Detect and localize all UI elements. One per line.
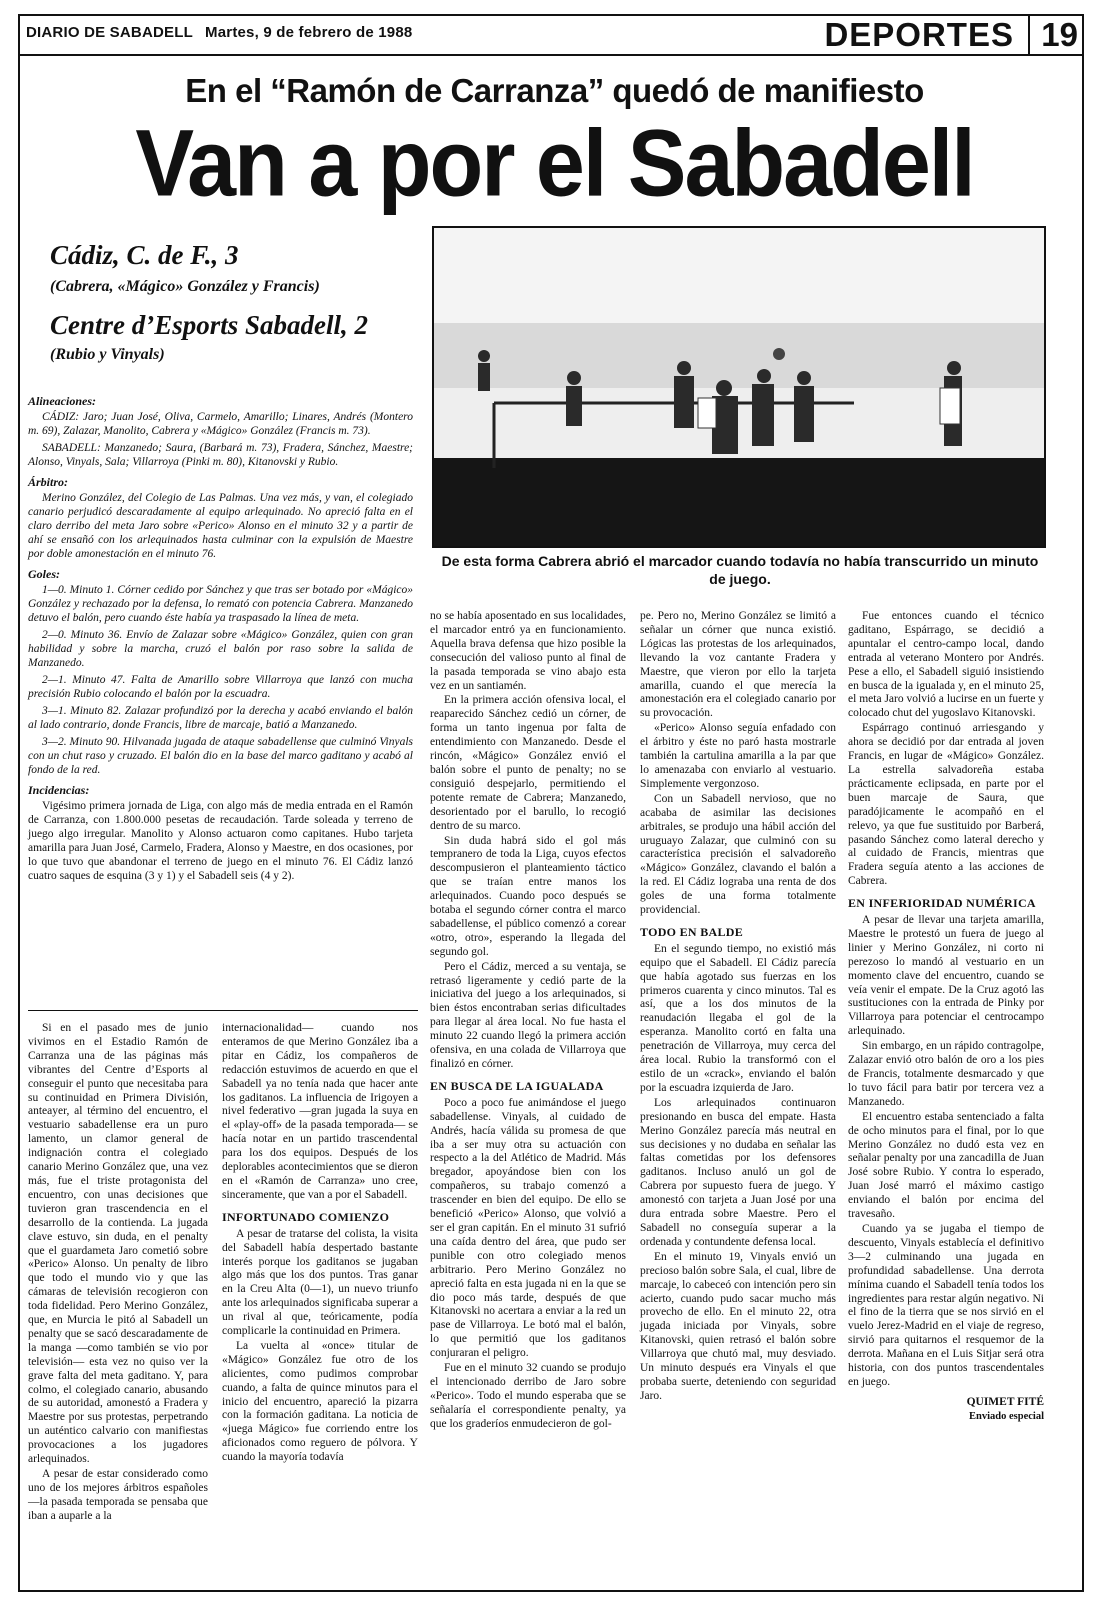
paragraph: Los arlequinados continuaron presionando en busca del empate. Hasta Merino González parecía más neutral en sus decisiones y no dudaba en señalar las faltas cometidas por los defensores gaditanos. Incluso anuló un gol de Cabrera por supuesto fuera de juego. Y amonestó con tarjeta a Juan José por una dura entrada sobre Maestre. Pero el Sabadell no conseguía superar a la ordenada y contundente defensa local. — [640, 1096, 836, 1248]
match-sheet — [28, 388, 413, 886]
paragraph: «Perico» Alonso seguía enfadado con el árbitro y éste no paró hasta mostrarle también la cartulina amarilla a la par que lo amenazaba con enviarlo al vestuario. Simplemente vergonzoso. — [640, 722, 836, 790]
masthead-divider — [1028, 14, 1030, 54]
paragraph: En la primera acción ofensiva local, el reaparecido Sánchez cedió un córner, de forma un tanto ingenua por falta de entendimiento con Manzanedo. Desde el rincón, «Mágico» González envió el balón sobre el punto de penalty; no se consiguió despejarlo, permitiendo el potente remate de Cabrera; Manzanedo, desorientado por el barullo, lo recogió dentro de su marco. — [430, 694, 626, 832]
team2-scorers: (Rubio y Vinyals) — [50, 346, 165, 363]
goal-entry: 1—0. Minuto 1. Córner cedido por Sánchez y que tras ser botado por «Mágico» González y rechazado por la defensa, lo remató con potencia Cabrera. Manzanedo detuvo el balón, pero cuando éste había ya traspasado la línea de meta. — [28, 584, 413, 624]
article-column-4 — [640, 610, 836, 1405]
incidents-heading: Incidencias: — [28, 783, 90, 797]
author-role: Enviado especial — [969, 1410, 1044, 1422]
lineup-cadiz: CÁDIZ: Jaro; Juan José, Oliva, Carmelo, Amarillo; Linares, Andrés (Montero m. 69), Zalazar, Manolito, Cabrera y «Mágico» González (Francis m. 73). — [28, 411, 413, 437]
goals-heading: Goles: — [28, 567, 60, 581]
paragraph: En el segundo tiempo, no existió más equipo que el Sabadell. El Cádiz parecía que había agotado sus fuerzas en los primeros cuarenta y cinco minutos. Tal es así, que a los dos minutos de la reanudación llegaba el gol de la esperanza. Manolito cortó en falta una penetración de Villarroya, muy cerca del área local. Rubio la transformó con el estilo de un «crack», enviando el balón por la escuadra izquierda de Jaro. — [640, 942, 836, 1094]
paragraph: La vuelta al «once» titular de «Mágico» González fue otro de los alicientes, como pudimos comprobar cuando, a falta de quince minutos para el inicio del encuentro, apareció la pizarra con la formación gaditana. La noticia de «juega Mágico» fue corriendo entre los aficionados como reguero de pólvora. Y cuando la mayoría todavía — [222, 1339, 418, 1464]
section-name: DEPORTES — [824, 16, 1014, 53]
paragraph: no se había aposentado en sus localidades, el marcador entró ya en funcionamiento. Aquella brava defensa que hizo posible la consecución del valioso punto al final de la pasada temporada se vino abajo esta vez en un santiamén. — [430, 610, 626, 692]
article-column-2 — [222, 1022, 418, 1466]
kicker: En el “Ramón de Carranza” quedó de manifiesto — [185, 72, 924, 109]
team2-score: Centre d’Esports Sabadell, 2 — [50, 310, 369, 340]
paragraph: Pero el Cádiz, merced a su ventaja, se retrasó ligeramente y cedió parte de la iniciativa del juego a los arlequinados, si bien éstos encontraban serias dificultades para llegar al área local. No fue hasta el minuto 22 cuando llegó la primera acción ofensiva, en una colada de Villarroya que finalizó en córner. — [430, 960, 626, 1070]
article-column-3 — [430, 610, 626, 1433]
subheading-igualada: EN BUSCA DE LA IGUALADA — [430, 1078, 604, 1093]
masthead — [18, 14, 1084, 56]
photo-caption: De esta forma Cabrera abrió el marcador cuando todavía no había transcurrido un minuto de juego. — [441, 553, 1039, 587]
article-column-5 — [848, 610, 1044, 1424]
author-name: QUIMET FITÉ — [966, 1395, 1044, 1408]
referee-heading: Árbitro: — [28, 475, 69, 489]
lineup-sabadell: SABADELL: Manzanedo; Saura, (Barbará m. 73), Fradera, Sánchez, Maestre; Alonso, Vinyals, Sala; Villarroya (Pinki m. 80), Kitanovski y Rubio. — [28, 442, 413, 468]
subheading-inferioridad: EN INFERIORIDAD NUMÉRICA — [848, 896, 1036, 911]
page-number: 19 — [1041, 16, 1078, 53]
subheading-infortunado: INFORTUNADO COMIENZO — [222, 1209, 390, 1224]
goal-entry: 2—1. Minuto 47. Falta de Amarillo sobre Villarroya que lanzó con mucha precisión Rubio colocando el balón por la escuadra. — [28, 674, 413, 700]
paragraph: El encuentro estaba sentenciado a falta de ocho minutos para el final, por lo que Merino González no dudó esta vez en señalar penalty por una zancadilla de Juan José sobre Rubio. Y contra lo esperado, Juan José marró el máximo castigo enviando el balón por encima del travesaño. — [848, 1110, 1044, 1221]
paper-name: DIARIO DE SABADELL — [26, 24, 193, 41]
lineups-heading: Alineaciones: — [28, 394, 96, 408]
team1-scorers: (Cabrera, «Mágico» González y Francis) — [50, 278, 320, 295]
paragraph: Poco a poco fue animándose el juego sabadellense. Vinyals, al cuidado de Andrés, hacía válida su promesa de que iba a ser muy otra su actuación con respecto a la del Atlético de Madrid. Más bregador, apoyándose bien con los compañeros, su trabajo comenzó a trascender en bien del equipo. De ello se benefició «Perico» Alonso, que volvió a ser el gran capitán. En el minuto 31 sufrió una caída dentro del área, que pudo ser punible con otro colegiado menos arbitrario. Pero Merino González no apreció falta en esta jugada ni en la que se dio poco más tarde, después de que Kitanovski no acertara a enviar a la red un pase de Villarroya. Le botó mal el balón, lo que permitió que los gaditanos conjuraran el peligro. — [430, 1096, 626, 1360]
paragraph: A pesar de estar considerado como uno de los mejores árbitros españoles —la pasada temporada se pensaba que iban a auparle a la — [28, 1468, 208, 1522]
paragraph: pe. Pero no, Merino González se limitó a señalar un córner que nunca existió. Lógicas las protestas de los arlequinados, llevando la voz cantante Fradera y Maestre, que vieron por ello la tarjeta amarilla, cuando el que merecía la amonestación era el colegiado canario por su provocación. — [640, 610, 836, 720]
paragraph: Si en el pasado mes de junio vivimos en el Estadio Ramón de Carranza una de las páginas más vibrantes del Centre d’Esports al conseguir el punto que necesitaba para su continuidad en Primera División, anteayer, al término del encuentro, el vestuario sabadellense era un puro lamento, un clamor general de indignación contra el colegiado canario Merino González que, una vez más, fue el triste protagonista del encuentro, con unas decisiones que tuvieron gran trascendencia en el desarrollo de la contienda. La jugada clave estuvo, sin duda, en el penalty que el guardameta Jaro cometió sobre «Perico» Alonso. Un penalty de libro que todo el mundo vio y que las cámaras de televisión recogieron con toda fidelidad. Pero Merino González, que, en Murcia le pitó al Sabadell un penalty que se sacó descaradamente de la manga —como también se vio por televisión— esta vez no quiso ver la grave falta del meta gaditano. Y, para colmo, el colegiado canario, abusando de su autoridad, amonestó a Fradera y Maestre por sus protestas, perpetrando un auténtico calvario con manifiestas provocaciones a los jugadores arlequinados. — [28, 1022, 208, 1466]
paragraph: A pesar de tratarse del colista, la visita del Sabadell había despertado bastante interés porque los gaditanos se jugaban algo más que los dos puntos. Tras ganar en la Creu Alta (0—1), un nuevo triunfo ante los arlequinados significaba superar a un rival al que, teóricamente, podía complicarle la continuidad en Primera. — [222, 1227, 418, 1338]
issue-date: Martes, 9 de febrero de 1988 — [205, 24, 413, 41]
goal-entry: 2—0. Minuto 36. Envío de Zalazar sobre «Mágico» González, quien con gran habilidad y sobre la marcha, cruzó el balón por raso sobre la salida de Manzanedo. — [28, 629, 413, 669]
incidents-text: Vigésimo primera jornada de Liga, con algo más de media entrada en el Ramón de Carranza, con 1.800.000 pesetas de recaudación. Tarde soleada y terreno de juego algo irregular. Manolito y Alonso actuaron como capitanes. Hubo tarjeta amarilla para Juan José, Carmelo, Fradera, Alonso y Maestre, en dos ocasiones, por lo que tuvo que abandonar el terreno de juego en el minuto 76. El Cádiz lanzó cuatro saques de esquina (3 y 1) y el Sabadell seis (4 y 2). — [28, 800, 413, 882]
paragraph: Cuando ya se jugaba el tiempo de descuento, Vinyals establecía el definitivo 3—2 culminando una jugada en profundidad sabadellense. Una derrota mínima cuando el Sabadell tenía todos los ingredientes para restar algún negativo. Ni el fino de la tierra que se nos sirvió en el vuelo Jerez-Madrid en el viaje de regreso, sirvió para quitarnos el resquemor de la derrota. Mañana en el Luis Sitjar será otra historia, con dos puntos trascendentales en juego. — [848, 1222, 1044, 1388]
team1-score: Cádiz, C. de F., 3 — [50, 240, 239, 270]
headline: Van a por el Sabadell — [135, 109, 974, 216]
paragraph: A pesar de llevar una tarjeta amarilla, Maestre le protestó un fuera de juego al linier y Merino González, ni corto ni perezoso lo mandó al vestuario en un momento clave del encuentro, cuando se veía venir el empate. De la Cruz agotó las sustituciones con la entrada de Pinky por Villarroya para potenciar el centrocampo arlequinado. — [848, 914, 1044, 1038]
paragraph: En el minuto 19, Vinyals envió un precioso balón sobre Sala, el cual, libre de marcaje, lo cabeceó con intención pero sin acierto, cuando pudo sacar mucho más provecho de ello. En el minuto 22, otra jugada iniciada por Vinyals, sobre Kitanovski, quien retrasó el balón sobre Villarroya que chutó mal, muy desviado. Un minuto después era Vinyals el que probaba suerte, deteniendo con seguridad Jaro. — [640, 1250, 836, 1402]
paragraph: Fue en el minuto 32 cuando se produjo el intencionado derribo de Jaro sobre «Perico». Todo el mundo esperaba que se señalaría el correspondiente penalty, ya que los graderíos enmudecieron de gol- — [430, 1362, 626, 1430]
paragraph: Sin embargo, en un rápido contragolpe, Zalazar envió otro balón de oro a los pies de Francis, totalmente desmarcado y que lo tuvo fácil para batir por tercera vez a Manzanedo. — [848, 1040, 1044, 1108]
referee-text: Merino González, del Colegio de Las Palmas. Una vez más, y van, el colegiado canario perjudicó descaradamente al equipo arlequinado. No apreció falta en el claro derribo del meta Jaro sobre «Perico» Alonso en el minuto 32 y a partir de ahí se ensañó con los arlequinados hasta culminar con la expulsión de Maestre por doble amonestación en el minuto 76. — [28, 492, 413, 560]
paragraph: Con un Sabadell nervioso, que no acababa de asimilar las decisiones arbitrales, se produjo una hábil acción del uruguayo Zalazar, que culminó con su característica precisión el salvadoreño «Mágico» González, clavando el balón a la red. El Cádiz lograba una renta de dos goles de una forma totalmente providencial. — [640, 792, 836, 917]
article-column-1 — [28, 1022, 208, 1525]
goal-entry: 3—1. Minuto 82. Zalazar profundizó por la derecha y acabó enviando el balón al lado contrario, donde Francis, libre de marcaje, batió a Manzanedo. — [28, 705, 413, 731]
paragraph: internacionalidad— cuando nos enteramos de que Merino González iba a pitar en Cádiz, los compañeros de redacción estuvimos de acuerdo en que el Sabadell ya no tenía nada que hacer ante los gaditanos. La influencia de Irigoyen a nivel federativo —gran jugada la suya en el «play-off» de la pasada temporada— se hacía notar en un partido trascendental para los dos equipos. Después de los deplorables acontecimientos que se dieron en el «Ramón de Carranza» uno cree, sinceramente, que van a por el Sabadell. — [222, 1022, 418, 1201]
paragraph: Espárrago continuó arriesgando y ahora se decidió por dar entrada al joven Francis, en lugar de «Mágico» González. La estrella salvadoreña estaba prácticamente eclipsada, en parte por el buen marcaje de Saura, que paradójicamente le acompañó en el relevo, ya que fue sustituido por Barberá, pasando Sánchez como lateral derecho y al cuidado de Francis, mientras que Fradera seguía atento a las acciones de Cabrera. — [848, 722, 1044, 888]
goal-entry: 3—2. Minuto 90. Hilvanada jugada de ataque sabadellense que culminó Vinyals con un chut raso y cruzado. El balón dio en la base del marco gaditano y acabó al fondo de la red. — [28, 736, 413, 776]
section-divider — [28, 1010, 418, 1011]
subheading-balde: TODO EN BALDE — [640, 924, 744, 939]
paragraph: Sin duda habrá sido el gol más tempranero de toda la Liga, cuyos efectos descompusieron el planteamiento táctico que se traían entre manos los arlequinados. Cuando poco después se botaba el segundo córner contra el marco sabadellense, el público comenzó a corear «otro, otro», esperando la llegada del segundo gol. — [430, 834, 626, 958]
match-photo — [432, 226, 1046, 548]
paragraph: Fue entonces cuando el técnico gaditano, Espárrago, se decidió a apuntalar el centro-campo local, dando entrada al veterano Montero por Andrés. Pese a ello, el Sabadell siguió insistiendo en busca de la igualada y, en el minuto 25, el meta Jaro volvió a lucirse en un fuerte y colocado chut del yugoslavo Kitanovski. — [848, 610, 1044, 720]
photo-image — [434, 228, 1044, 546]
